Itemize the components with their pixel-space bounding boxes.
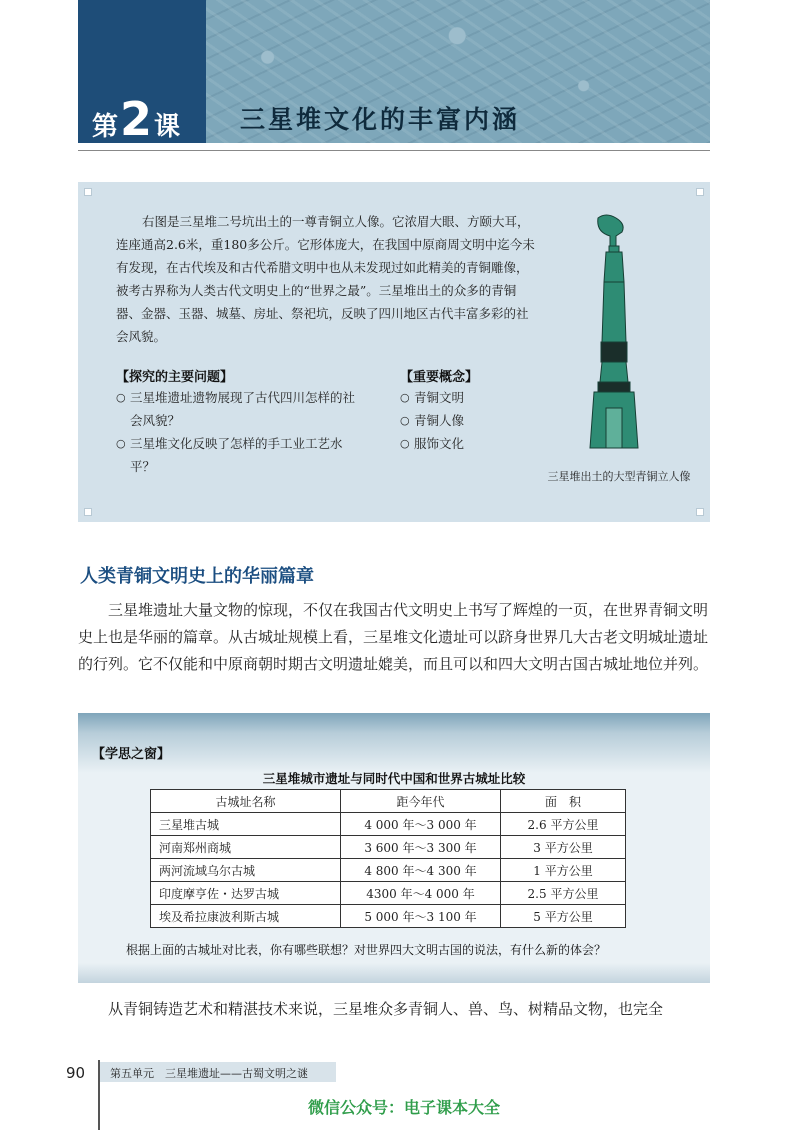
- section-heading: 人类青铜文明史上的华丽篇章: [80, 566, 314, 587]
- corner-marker: [84, 188, 92, 196]
- column-header: 距今年代: [341, 790, 501, 813]
- table-cell: 埃及希拉康波利斯古城: [151, 905, 341, 928]
- list-item: ○ 三星堆遗址遗物展现了古代四川怎样的社会风貌？: [116, 386, 356, 432]
- last-paragraph: 从青铜铸造艺术和精湛技术来说，三星堆众多青铜人、兽、鸟、树精品文物，也完全: [108, 1000, 664, 1018]
- comparison-table: [150, 789, 626, 928]
- table-cell: 河南郑州商城: [151, 836, 341, 859]
- table-row: [151, 859, 626, 882]
- table-cell: 三星堆古城: [151, 813, 341, 836]
- table-cell: 3 600 年～3 300 年: [341, 836, 501, 859]
- table-cell: 3 平方公里: [501, 836, 626, 859]
- table-row: [151, 882, 626, 905]
- list-item: ○ 三星堆文化反映了怎样的手工业工艺水平？: [116, 432, 356, 478]
- list-item: ○ 青铜文明: [400, 386, 520, 409]
- questions-list: [116, 386, 356, 478]
- table-cell: 5 000 年～3 100 年: [341, 905, 501, 928]
- column-header: 面 积: [501, 790, 626, 813]
- lesson-number: 2: [120, 92, 153, 146]
- table-cell: 4 800 年～4 300 年: [341, 859, 501, 882]
- footer-divider: [98, 1060, 100, 1130]
- column-header: 古城址名称: [151, 790, 341, 813]
- table-cell: 印度摩亨佐・达罗古城: [151, 882, 341, 905]
- header-rule: [78, 150, 710, 151]
- lesson-title: 三星堆文化的丰富内涵: [240, 105, 521, 134]
- corner-marker: [84, 508, 92, 516]
- corner-marker: [696, 188, 704, 196]
- table-cell: 2.6 平方公里: [501, 813, 626, 836]
- section-paragraph: 三星堆遗址大量文物的惊现，不仅在我国古代文明史上书写了辉煌的一页，在世界青铜文明史上也是华丽的篇章。从古城址规模上看，三星堆文化遗址可以跻身世界几大古老文明城址遗址的行列。它不仅能和中原商朝时期古文明遗址媲美，而且可以和四大文明古国古城址地位并列。: [78, 601, 709, 673]
- table-cell: 2.5 平方公里: [501, 882, 626, 905]
- questions-heading: 【探究的主要问题】: [116, 370, 234, 385]
- lesson-prefix: 第: [92, 112, 119, 142]
- page-number: 90: [66, 1064, 86, 1082]
- bronze-statue-image: [576, 212, 656, 452]
- table-row: [151, 905, 626, 928]
- table-title: 三星堆城市遗址与同时代中国和世界古城址比较: [262, 771, 526, 786]
- table-cell: 两河流域乌尔古城: [151, 859, 341, 882]
- study-window: [78, 713, 710, 983]
- statue-caption: 三星堆出土的大型青铜立人像: [547, 470, 691, 483]
- table-cell: 5 平方公里: [501, 905, 626, 928]
- intro-text: 右图是三星堆二号坑出土的一尊青铜立人像。它浓眉大眼、方颐大耳，连座通高2.6米，重180多公斤。它形体庞大，在我国中原商周文明中迄今未有发现，在古代埃及和古代希腊文明中也从未发现过如此精美的青铜雕像，被考古界称为人类古代文明史上的“世界之最”。三星堆出土的众多的青铜器、金器、玉器、城墓、房址、祭祀坑，反映了四川地区古代丰富多彩的社会风貌。: [116, 214, 535, 344]
- table-cell: 4 000 年～3 000 年: [341, 813, 501, 836]
- table-row: [151, 813, 626, 836]
- corner-marker: [696, 508, 704, 516]
- lesson-suffix: 课: [154, 112, 181, 142]
- table-row: [151, 836, 626, 859]
- concepts-list: [400, 386, 520, 455]
- watermark: 微信公众号：电子课本大全: [308, 1098, 501, 1117]
- study-window-heading: 【学思之窗】: [92, 747, 171, 762]
- intro-box: [78, 182, 710, 522]
- list-item: ○ 服饰文化: [400, 432, 520, 455]
- lesson-label: [92, 92, 180, 146]
- list-item: ○ 青铜人像: [400, 409, 520, 432]
- bronze-statue-icon: [576, 212, 656, 452]
- table-header-row: [151, 790, 626, 813]
- table-cell: 1 平方公里: [501, 859, 626, 882]
- study-question: 根据上面的古城址对比表，你有哪些联想？对世界四大文明古国的说法，有什么新的体会？: [126, 943, 607, 957]
- concepts-heading: 【重要概念】: [400, 370, 479, 385]
- table-cell: 4300 年～4 000 年: [341, 882, 501, 905]
- unit-text: 第五单元 三星堆遗址——古蜀文明之谜: [110, 1067, 308, 1080]
